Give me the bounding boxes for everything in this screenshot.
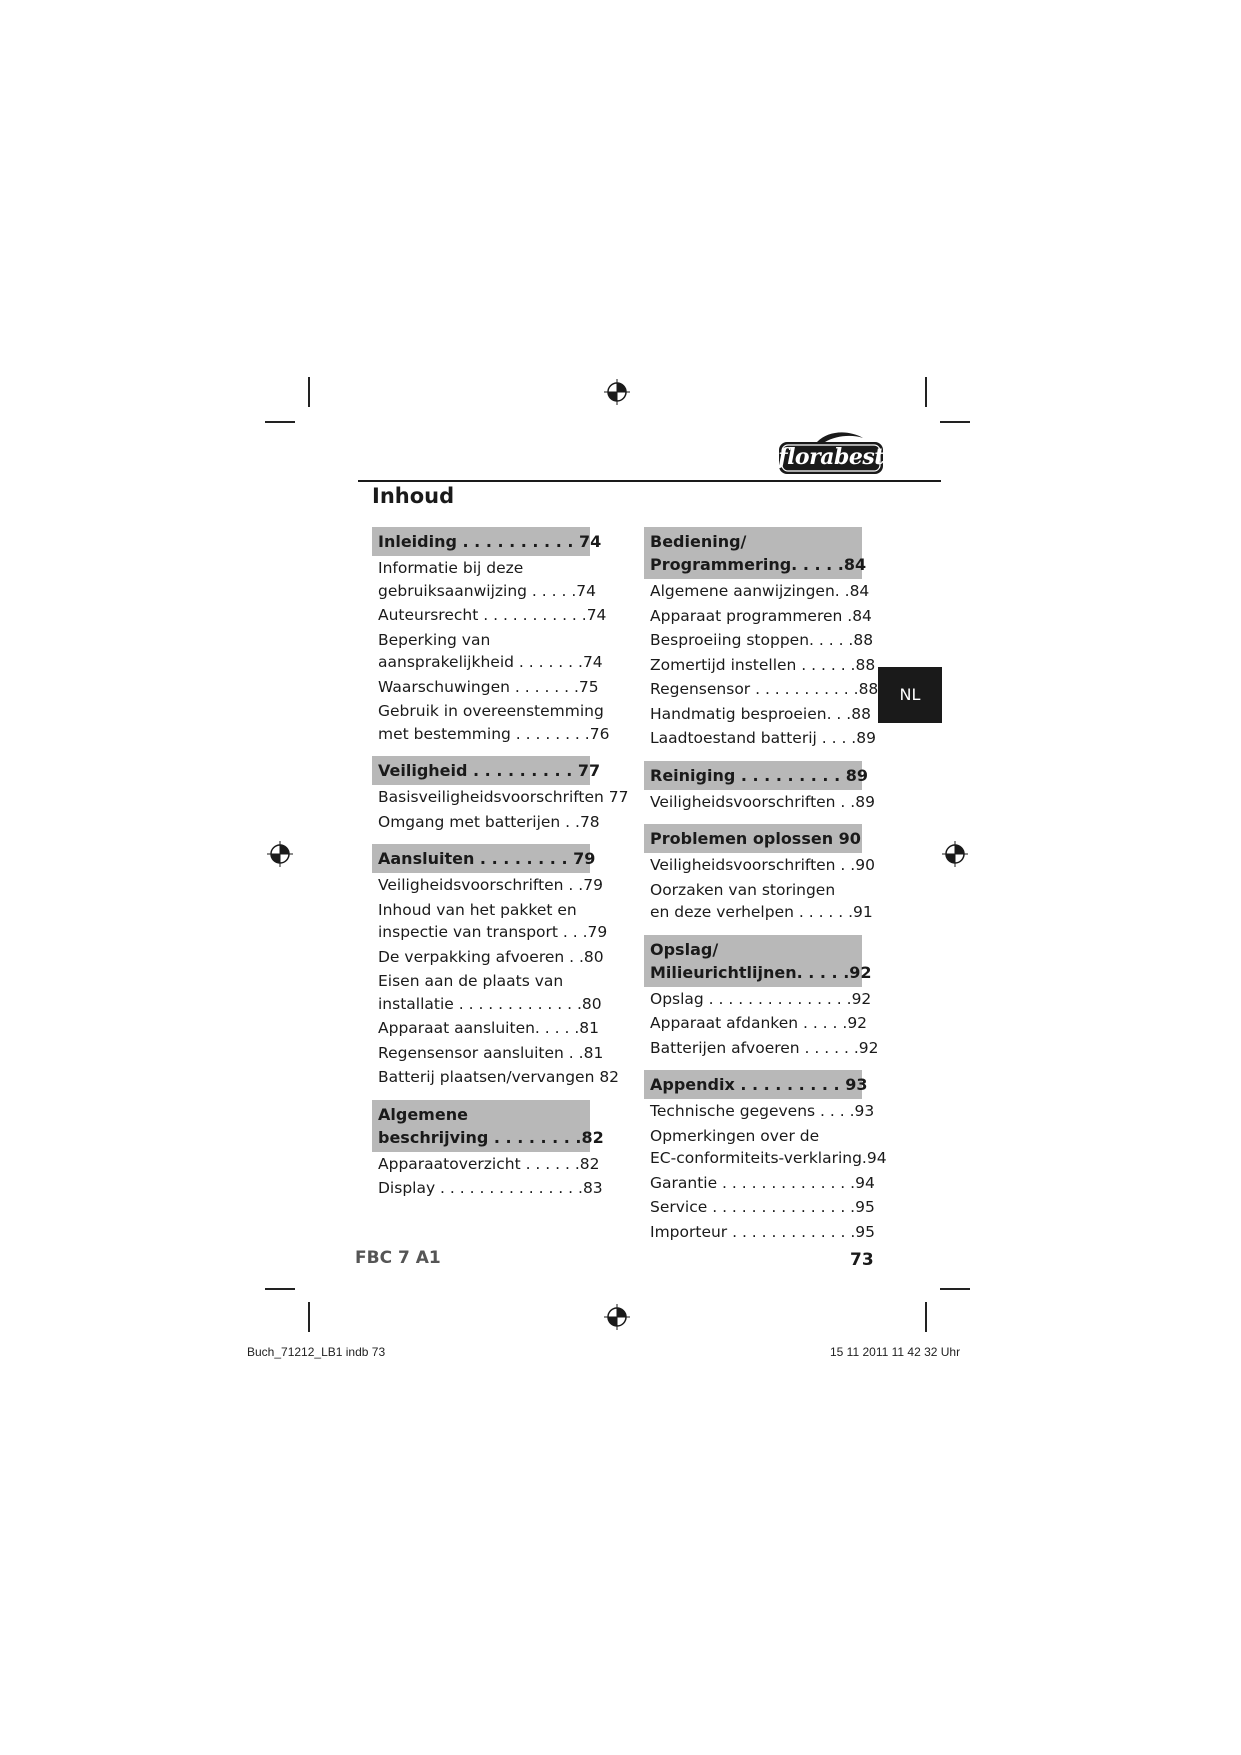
entry-line: Handmatig besproeien. . .88: [650, 704, 871, 723]
toc-entry[interactable]: [644, 677, 879, 702]
toc-entry[interactable]: [372, 785, 629, 810]
registration-mark-icon: [942, 841, 968, 867]
crop-mark: [925, 1302, 927, 1332]
registration-mark-icon: [267, 841, 293, 867]
entry-line: Service . . . . . . . . . . . . . . .95: [650, 1198, 875, 1216]
toc-entry[interactable]: [372, 969, 602, 1016]
entry-line: EC-conformiteits-verklaring.94: [650, 1149, 887, 1167]
toc-entry[interactable]: [372, 603, 607, 628]
registration-mark-icon: [604, 1304, 630, 1330]
model-number: FBC 7 A1: [355, 1248, 441, 1268]
toc-entry[interactable]: [644, 1195, 875, 1220]
toc-entry[interactable]: [644, 628, 874, 653]
toc-left-column: [372, 527, 629, 1211]
entry-line: Omgang met batterijen . .78: [378, 812, 600, 831]
toc-section: [644, 935, 879, 1061]
toc-section-heading[interactable]: [644, 761, 868, 790]
entry-line: inspectie van transport . . .79: [378, 923, 608, 941]
heading-line: Appendix . . . . . . . . . 93: [650, 1075, 868, 1094]
entry-line: Algemene aanwijzingen. .84: [650, 582, 870, 600]
entry-line: Waarschuwingen . . . . . . .75: [378, 677, 599, 696]
entry-line: Garantie . . . . . . . . . . . . . .94: [650, 1173, 875, 1192]
heading-line: Programmering. . . . .84: [650, 555, 867, 574]
toc-entry[interactable]: [372, 556, 596, 603]
crop-mark: [940, 421, 970, 423]
toc-section-heading[interactable]: [644, 824, 862, 853]
toc-entry[interactable]: [372, 1176, 603, 1201]
print-slug-right: 15 11 2011 11 42 32 Uhr: [830, 1345, 961, 1359]
page-title: Inhoud: [372, 484, 455, 508]
toc-entry[interactable]: [644, 1220, 875, 1245]
toc-entry[interactable]: [644, 653, 876, 678]
toc-entry[interactable]: [644, 1036, 879, 1061]
logo-text: florabest: [778, 444, 884, 470]
toc-section-heading[interactable]: [372, 756, 601, 785]
entry-line: Importeur . . . . . . . . . . . . .95: [650, 1222, 875, 1241]
entry-line: met bestemming . . . . . . . .76: [378, 724, 610, 743]
toc-entry[interactable]: [372, 1065, 620, 1090]
entry-line: Auteursrecht . . . . . . . . . . .74: [378, 606, 607, 624]
entry-line: Apparaat programmeren .84: [650, 606, 872, 625]
heading-line: Inleiding . . . . . . . . . . 74: [378, 532, 602, 551]
toc-section-heading[interactable]: [644, 1070, 868, 1099]
toc-section: [644, 527, 879, 751]
toc-right-column: [644, 527, 887, 1254]
page-number: 73: [850, 1250, 874, 1270]
entry-line: Informatie bij deze: [378, 559, 524, 577]
toc-entry[interactable]: [644, 1171, 875, 1196]
language-tab: NL: [878, 667, 942, 723]
header-rule: [358, 480, 941, 482]
entry-line: Eisen aan de plaats van: [378, 972, 564, 990]
toc-section: [372, 1100, 604, 1201]
toc-entry[interactable]: [372, 699, 610, 746]
entry-line: Technische gegevens . . . .93: [650, 1102, 875, 1120]
toc-entry[interactable]: [644, 853, 875, 878]
toc-entry[interactable]: [372, 628, 603, 675]
entry-line: Apparaat aansluiten. . . . .81: [378, 1019, 599, 1037]
toc-entry[interactable]: [644, 702, 871, 727]
toc-entry[interactable]: [372, 945, 604, 970]
toc-section-heading[interactable]: [644, 527, 867, 579]
entry-line: gebruiksaanwijzing . . . . .74: [378, 581, 596, 600]
entry-line: Batterij plaatsen/vervangen 82: [378, 1068, 620, 1086]
entry-line: Veiligheidsvoorschriften . .90: [650, 856, 875, 874]
heading-line: Aansluiten . . . . . . . . 79: [378, 849, 596, 868]
entry-line: Basisveiligheidsvoorschriften 77: [378, 788, 629, 806]
entry-line: Apparaatoverzicht . . . . . .82: [378, 1154, 600, 1173]
entry-line: Zomertijd instellen . . . . . .88: [650, 655, 876, 674]
crop-mark: [940, 1288, 970, 1290]
toc-entry[interactable]: [644, 1099, 875, 1124]
toc-entry[interactable]: [644, 604, 872, 629]
toc-entry[interactable]: [644, 726, 876, 751]
heading-line: beschrijving . . . . . . . .82: [378, 1127, 604, 1147]
toc-section: [644, 824, 875, 925]
toc-section: [372, 844, 620, 1090]
toc-entry[interactable]: [372, 675, 599, 700]
toc-entry[interactable]: [372, 1016, 599, 1041]
toc-entry[interactable]: [644, 1124, 887, 1171]
toc-entry[interactable]: [644, 790, 875, 815]
entry-line: Apparaat afdanken . . . . .92: [650, 1014, 868, 1032]
entry-line: De verpakking afvoeren . .80: [378, 947, 604, 966]
entry-line: Inhoud van het pakket en: [378, 900, 577, 919]
entry-line: Beperking van: [378, 630, 491, 649]
entry-line: en deze verhelpen . . . . . .91: [650, 903, 873, 921]
toc-entry[interactable]: [644, 878, 873, 925]
crop-mark: [308, 1302, 310, 1332]
toc-entry[interactable]: [372, 898, 608, 945]
heading-line: Milieurichtlijnen. . . . .92: [650, 962, 872, 982]
entry-line: Laadtoestand batterij . . . .89: [650, 729, 876, 747]
entry-line: Display . . . . . . . . . . . . . . .83: [378, 1179, 603, 1197]
toc-entry[interactable]: [372, 1152, 600, 1177]
toc-entry[interactable]: [372, 1041, 604, 1066]
heading-line: Veiligheid . . . . . . . . . 77: [378, 761, 601, 780]
crop-mark: [265, 1288, 295, 1290]
toc-section: [372, 527, 610, 746]
toc-section: [644, 1070, 887, 1244]
heading-line: Problemen oplossen 90: [650, 829, 861, 848]
entry-line: Veiligheidsvoorschriften . .79: [378, 876, 603, 894]
toc-entry[interactable]: [644, 579, 870, 604]
toc-section-heading[interactable]: [372, 1100, 604, 1152]
toc-section-heading[interactable]: [372, 844, 596, 873]
heading-line: Bediening/: [650, 532, 747, 551]
entry-line: Veiligheidsvoorschriften . .89: [650, 792, 875, 811]
toc-section: [644, 761, 875, 815]
entry-line: Regensensor aansluiten . .81: [378, 1043, 604, 1062]
toc-entry[interactable]: [644, 1011, 868, 1036]
toc-entry[interactable]: [372, 873, 603, 898]
toc-entry[interactable]: [644, 987, 872, 1012]
entry-line: Regensensor . . . . . . . . . . .88: [650, 680, 879, 698]
registration-mark-icon: [604, 379, 630, 405]
toc-section: [372, 756, 629, 834]
toc-section-heading[interactable]: [644, 935, 872, 987]
heading-line: Reiniging . . . . . . . . . 89: [650, 765, 868, 785]
heading-line: Opslag/: [650, 939, 719, 959]
print-slug-left: Buch_71212_LB1 indb 73: [247, 1345, 386, 1359]
entry-line: installatie . . . . . . . . . . . . .80: [378, 994, 602, 1013]
brand-logo: [777, 432, 885, 476]
toc-entry[interactable]: [372, 810, 600, 835]
entry-line: Gebruik in overeenstemming: [378, 702, 604, 720]
crop-mark: [925, 377, 927, 407]
toc-section-heading[interactable]: [372, 527, 602, 556]
entry-line: Besproeiing stoppen. . . . .88: [650, 631, 874, 649]
entry-line: aansprakelijkheid . . . . . . .74: [378, 653, 603, 671]
entry-line: Opslag . . . . . . . . . . . . . . .92: [650, 989, 872, 1008]
crop-mark: [265, 421, 295, 423]
entry-line: Batterijen afvoeren . . . . . .92: [650, 1038, 879, 1057]
crop-mark: [308, 377, 310, 407]
heading-line: Algemene: [378, 1104, 468, 1124]
entry-line: Opmerkingen over de: [650, 1126, 820, 1145]
entry-line: Oorzaken van storingen: [650, 880, 836, 899]
